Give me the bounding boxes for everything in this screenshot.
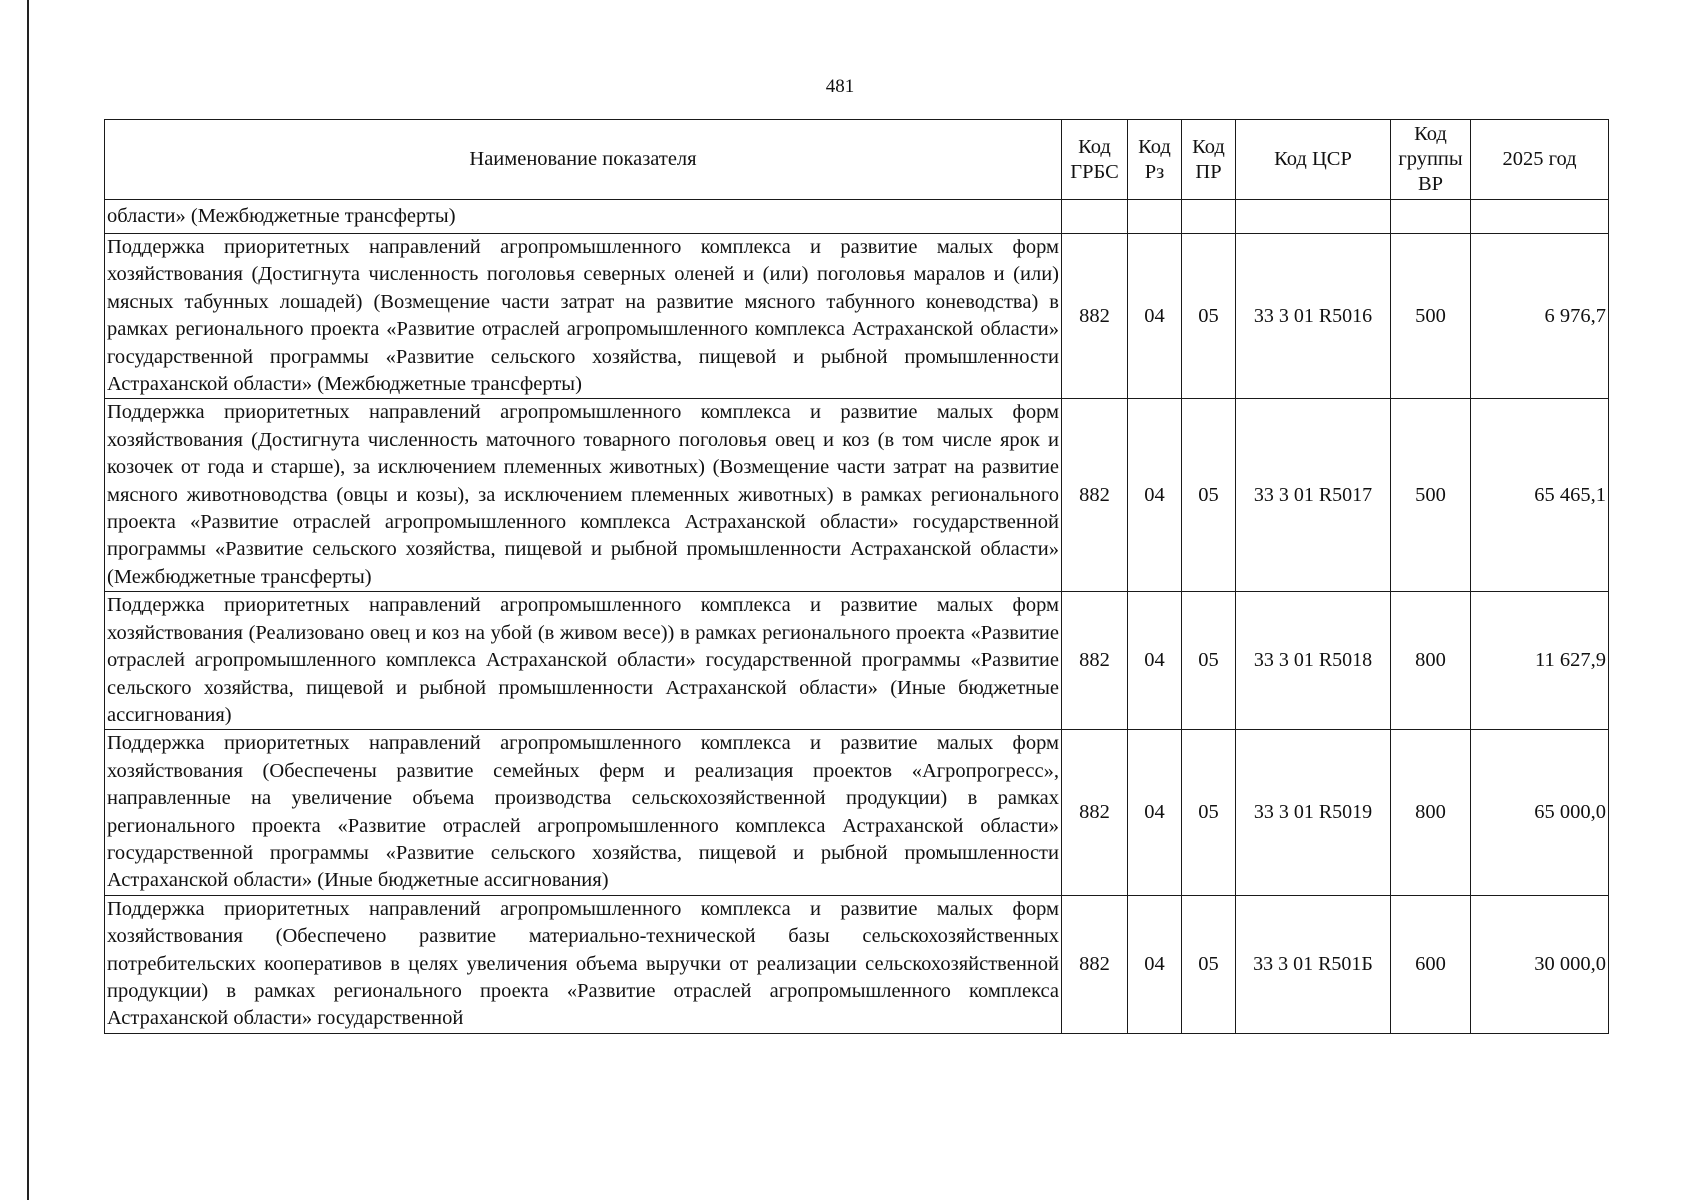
row-pr: 05	[1182, 592, 1236, 730]
header-pr: Код ПР	[1182, 120, 1236, 200]
row-csr: 33 3 01 R5016	[1236, 234, 1391, 399]
row-name: Поддержка приоритетных направлений агропромышленного комплекса и развитие малых форм хозяйствования (Реализовано овец и коз на убой (в живом весе)) в рамках регионального проекта «Развитие отраслей агропромышленного комплекса Астраханской области» государственной программы «Развитие сельского хозяйства, пищевой и рыбной промышленности Астраханской области» (Иные бюджетные ассигнования)	[105, 592, 1062, 730]
row-pr: 05	[1182, 399, 1236, 592]
table-row	[105, 234, 1609, 399]
row-name: Поддержка приоритетных направлений агропромышленного комплекса и развитие малых форм хозяйствования (Обеспечены развитие семейных ферм и реализация проектов «Агропрогресс», направленные на увеличение объема производства сельскохозяйственной продукции) в рамках регионального проекта «Развитие отраслей агропромышленного комплекса Астраханской области» государственной программы «Развитие сельского хозяйства, пищевой и рыбной промышленности Астраханской области» (Иные бюджетные ассигнования)	[105, 730, 1062, 895]
row-amount: 65 465,1	[1471, 399, 1609, 592]
row-amount: 6 976,7	[1471, 234, 1609, 399]
row-pr	[1182, 200, 1236, 234]
left-margin-rule	[27, 0, 29, 1200]
row-rz: 04	[1128, 895, 1182, 1033]
row-pr: 05	[1182, 234, 1236, 399]
row-vr: 500	[1391, 234, 1471, 399]
row-rz: 04	[1128, 730, 1182, 895]
row-grbs: 882	[1062, 592, 1128, 730]
header-year: 2025 год	[1471, 120, 1609, 200]
row-rz	[1128, 200, 1182, 234]
row-name: Поддержка приоритетных направлений агропромышленного комплекса и развитие малых форм хозяйствования (Обеспечено развитие материально-технической базы сельскохозяйственных потребительских кооперативов в целях увеличения объема выручки от реализации сельскохозяйственной продукции) в рамках регионального проекта «Развитие отраслей агропромышленного комплекса Астраханской области» государственной	[105, 895, 1062, 1033]
row-csr: 33 3 01 R5019	[1236, 730, 1391, 895]
row-amount: 11 627,9	[1471, 592, 1609, 730]
row-vr: 800	[1391, 730, 1471, 895]
row-grbs: 882	[1062, 730, 1128, 895]
row-rz: 04	[1128, 399, 1182, 592]
row-rz: 04	[1128, 592, 1182, 730]
table-row	[105, 399, 1609, 592]
row-amount	[1471, 200, 1609, 234]
row-grbs: 882	[1062, 895, 1128, 1033]
table-header-row	[105, 120, 1609, 200]
header-vr: Код группы ВР	[1391, 120, 1471, 200]
header-grbs: Код ГРБС	[1062, 120, 1128, 200]
row-csr: 33 3 01 R501Б	[1236, 895, 1391, 1033]
budget-table	[104, 119, 1609, 1034]
row-csr: 33 3 01 R5017	[1236, 399, 1391, 592]
page-number: 481	[825, 76, 855, 97]
row-grbs: 882	[1062, 399, 1128, 592]
table-row	[105, 592, 1609, 730]
row-name: области» (Межбюджетные трансферты)	[105, 200, 1062, 234]
continuation-row	[105, 200, 1609, 234]
row-csr	[1236, 200, 1391, 234]
row-pr: 05	[1182, 730, 1236, 895]
row-grbs	[1062, 200, 1128, 234]
header-rz: Код Рз	[1128, 120, 1182, 200]
row-vr	[1391, 200, 1471, 234]
header-name: Наименование показателя	[105, 120, 1062, 200]
table-row	[105, 895, 1609, 1033]
row-csr: 33 3 01 R5018	[1236, 592, 1391, 730]
row-amount: 30 000,0	[1471, 895, 1609, 1033]
table-row	[105, 730, 1609, 895]
row-vr: 800	[1391, 592, 1471, 730]
row-grbs: 882	[1062, 234, 1128, 399]
row-name: Поддержка приоритетных направлений агропромышленного комплекса и развитие малых форм хозяйствования (Достигнута численность поголовья северных оленей и (или) поголовья маралов и (или) мясных табунных лошадей) (Возмещение части затрат на развитие мясного табунного коневодства) в рамках регионального проекта «Развитие отраслей агропромышленного комплекса Астраханской области» государственной программы «Развитие сельского хозяйства, пищевой и рыбной промышленности Астраханской области» (Межбюджетные трансферты)	[105, 234, 1062, 399]
row-amount: 65 000,0	[1471, 730, 1609, 895]
row-pr: 05	[1182, 895, 1236, 1033]
row-vr: 500	[1391, 399, 1471, 592]
row-vr: 600	[1391, 895, 1471, 1033]
header-csr: Код ЦСР	[1236, 120, 1391, 200]
row-rz: 04	[1128, 234, 1182, 399]
row-name: Поддержка приоритетных направлений агропромышленного комплекса и развитие малых форм хозяйствования (Достигнута численность маточного товарного поголовья овец и коз (в том числе ярок и козочек от года и старше), за исключением племенных животных) (Возмещение части затрат на развитие мясного животноводства (овцы и козы), за исключением племенных животных) в рамках регионального проекта «Развитие отраслей агропромышленного комплекса Астраханской области» государственной программы «Развитие сельского хозяйства, пищевой и рыбной промышленности Астраханской области» (Межбюджетные трансферты)	[105, 399, 1062, 592]
